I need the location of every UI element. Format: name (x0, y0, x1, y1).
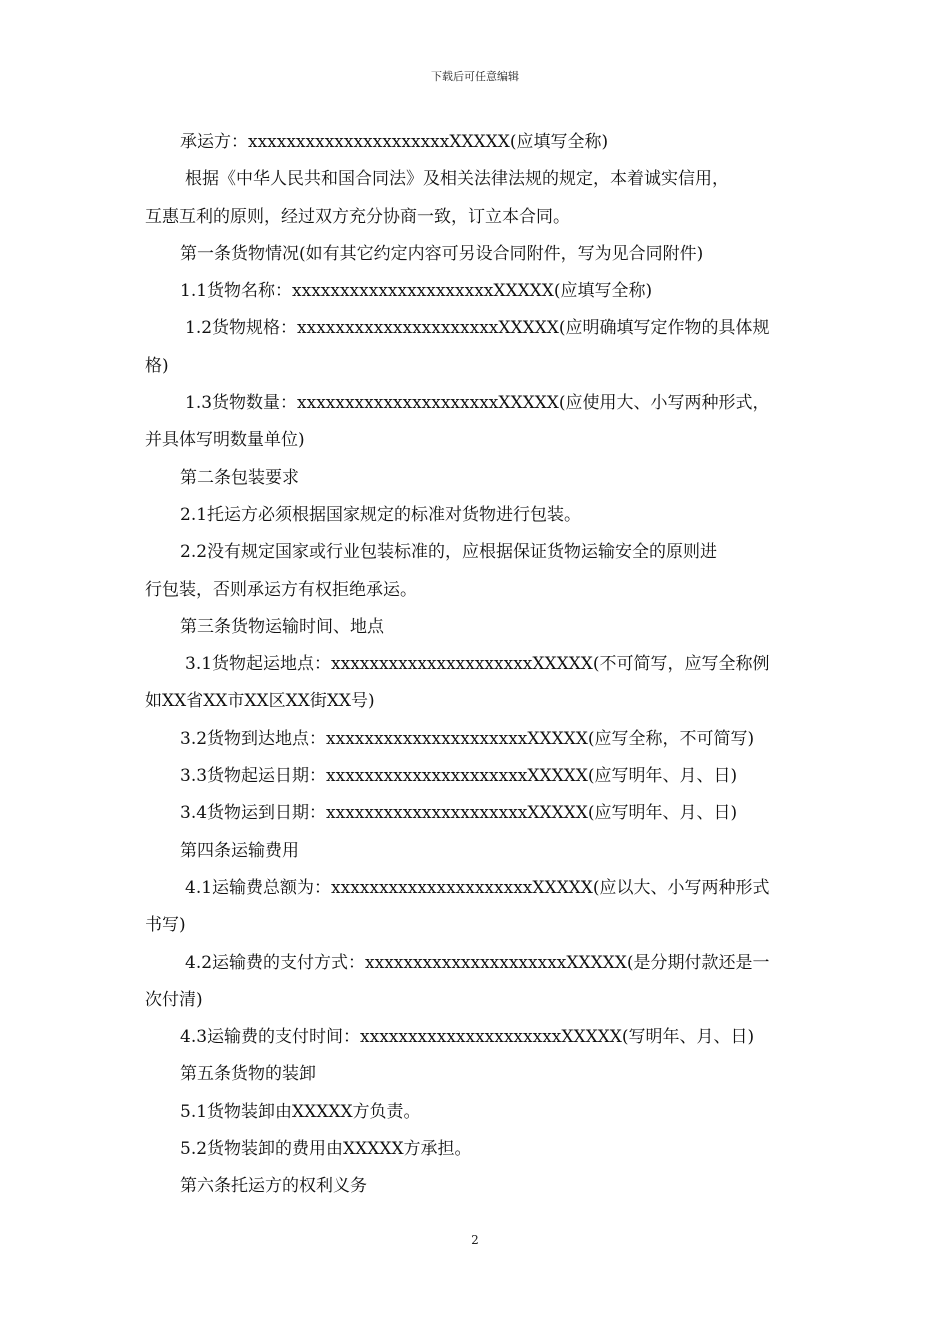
clause-3-2: 3.2货物到达地点：xxxxxxxxxxxxxxxxxxxxxXXXXX(应写全称，不可简写) (180, 728, 755, 749)
article-1-heading: 第一条货物情况(如有其它约定内容可另设合同附件，写为见合同附件) (180, 243, 704, 264)
clause-4-2: 4.2运输费的支付方式：xxxxxxxxxxxxxxxxxxxxxXXXXX(是分期付款还是一 (185, 952, 770, 973)
clause-1-3-cont: 并具体写明数量单位) (145, 430, 305, 451)
page-header: 下载后可任意编辑 (431, 70, 519, 83)
preamble-line-2: 互惠互利的原则，经过双方充分协商一致，订立本合同。 (145, 206, 570, 227)
clause-1-2: 1.2货物规格：xxxxxxxxxxxxxxxxxxxxxXXXXX(应明确填写定作物的具体规 (185, 318, 770, 339)
clause-1-2-cont: 格) (145, 355, 169, 376)
clause-1-3: 1.3货物数量：xxxxxxxxxxxxxxxxxxxxxXXXXX(应使用大、小写两种形式， (185, 393, 770, 414)
article-2-heading: 第二条包装要求 (180, 467, 299, 488)
clause-2-1: 2.1托运方必须根据国家规定的标准对货物进行包装。 (180, 504, 582, 525)
article-4-heading: 第四条运输费用 (180, 840, 299, 861)
clause-5-1: 5.1货物装卸由XXXXX方负责。 (180, 1101, 421, 1122)
clause-4-1: 4.1运输费总额为：xxxxxxxxxxxxxxxxxxxxxXXXXX(应以大、小写两种形式 (185, 877, 770, 898)
clause-3-1: 3.1货物起运地点：xxxxxxxxxxxxxxxxxxxxxXXXXX(不可简写，应写全称例 (185, 654, 770, 675)
page-number: 2 (471, 1233, 479, 1247)
clause-2-2-cont: 行包装，否则承运方有权拒绝承运。 (145, 579, 417, 600)
clause-4-3: 4.3运输费的支付时间：xxxxxxxxxxxxxxxxxxxxxXXXXX(写明年、月、日) (180, 1027, 755, 1048)
preamble-line-1: 根据《中华人民共和国合同法》及相关法律法规的规定，本着诚实信用， (185, 169, 729, 190)
article-6-heading: 第六条托运方的权利义务 (180, 1176, 367, 1197)
clause-5-2: 5.2货物装卸的费用由XXXXX方承担。 (180, 1139, 472, 1160)
clause-2-2: 2.2没有规定国家或行业包装标准的，应根据保证货物运输安全的原则进 (180, 542, 718, 563)
clause-3-3: 3.3货物起运日期：xxxxxxxxxxxxxxxxxxxxxXXXXX(应写明年、月、日) (180, 766, 738, 787)
article-3-heading: 第三条货物运输时间、地点 (180, 616, 384, 637)
clause-3-1-cont: 如XX省XX市XX区XX街XX号) (145, 691, 375, 712)
article-5-heading: 第五条货物的装卸 (180, 1064, 316, 1085)
clause-4-2-cont: 次付清) (145, 989, 203, 1010)
clause-4-1-cont: 书写) (145, 915, 186, 936)
document-body (145, 124, 810, 1206)
clause-3-4: 3.4货物运到日期：xxxxxxxxxxxxxxxxxxxxxXXXXX(应写明年、月、日) (180, 803, 738, 824)
clause-1-1: 1.1货物名称：xxxxxxxxxxxxxxxxxxxxxXXXXX(应填写全称) (180, 281, 653, 302)
carrier-line: 承运方：xxxxxxxxxxxxxxxxxxxxxXXXXX(应填写全称) (180, 132, 609, 152)
